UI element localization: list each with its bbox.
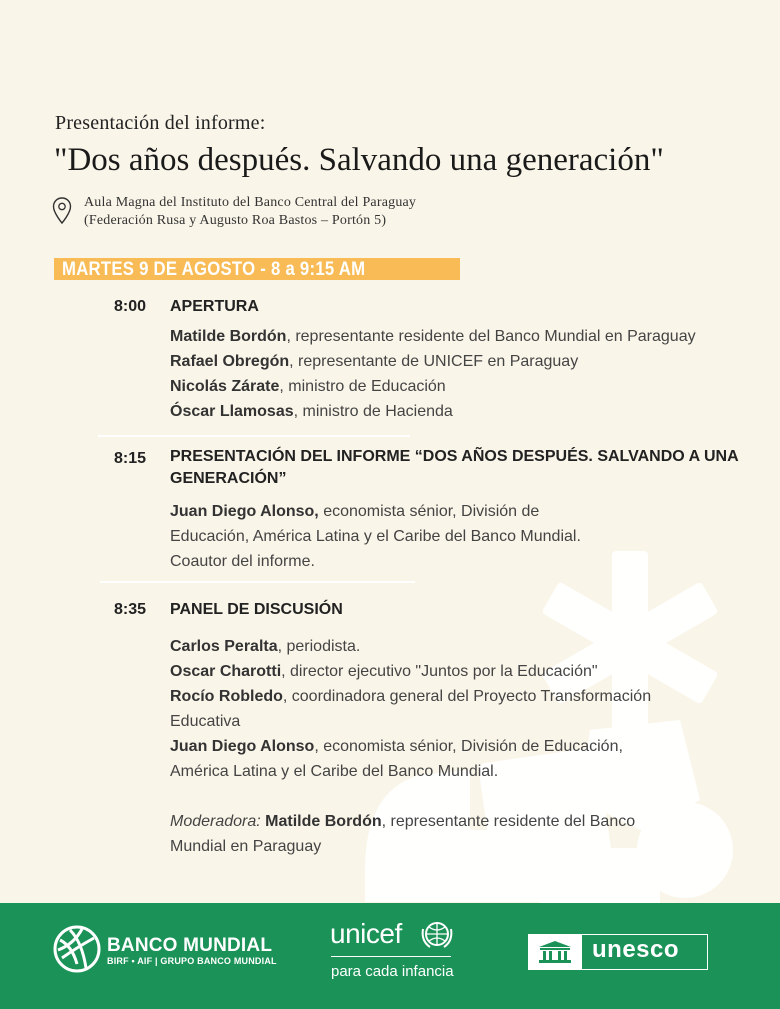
intro-label: Presentación del informe: — [55, 112, 266, 134]
speaker-line: Juan Diego Alonso, economista sénior, División de Educación, — [170, 738, 623, 755]
divider — [100, 581, 415, 583]
moderator-line-2: Mundial en Paraguay — [170, 838, 322, 855]
speaker-line: Rafael Obregón, representante de UNICEF en Paraguay — [170, 353, 579, 370]
unesco-temple-icon — [537, 940, 573, 964]
speaker-line: Rocío Robledo, coordinadora general del Proyecto Transformación — [170, 688, 652, 705]
venue-line-1: Aula Magna del Instituto del Banco Central del Paraguay — [84, 195, 417, 210]
session-2-heading-line-1: PRESENTACIÓN DEL INFORME “DOS AÑOS DESPUÉS. SALVANDO A UNA — [170, 448, 739, 465]
speaker-line: Óscar Llamosas, ministro de Hacienda — [170, 403, 453, 420]
world-bank-name: BANCO MUNDIAL — [107, 935, 273, 956]
session-3-heading: PANEL DE DISCUSIÓN — [170, 601, 343, 618]
session-3-speakers — [170, 634, 651, 859]
speaker-line: Carlos Peralta, periodista. — [170, 638, 361, 655]
spacer — [170, 784, 651, 809]
location-pin-icon — [52, 197, 72, 225]
unicef-rule — [331, 956, 451, 957]
world-bank-subtitle: BIRF • AIF | GRUPO BANCO MUNDIAL — [107, 956, 277, 966]
speaker-line: Juan Diego Alonso, economista sénior, División de — [170, 503, 540, 520]
speaker-line: Coautor del informe. — [170, 553, 315, 570]
speaker-line: Nicolás Zárate, ministro de Educación — [170, 378, 446, 395]
session-2-time: 8:15 — [114, 450, 147, 467]
page-title: "Dos años después. Salvando una generación" — [54, 142, 664, 178]
moderator-line: Moderadora: Matilde Bordón, representante residente del Banco — [170, 813, 636, 830]
unicef-tagline: para cada infancia — [331, 963, 454, 980]
speaker-line: Educativa — [170, 713, 241, 730]
date-bar — [54, 258, 460, 280]
speaker-line: Educación, América Latina y el Caribe del Banco Mundial. — [170, 528, 581, 545]
speaker-line: América Latina y el Caribe del Banco Mundial. — [170, 763, 499, 780]
world-bank-globe-icon — [52, 924, 102, 974]
divider — [98, 435, 410, 437]
venue-line-2: (Federación Rusa y Augusto Roa Bastos – Portón 5) — [84, 213, 387, 228]
unesco-name: unesco — [592, 936, 680, 963]
session-1-heading: APERTURA — [170, 298, 259, 315]
speaker-line: Matilde Bordón, representante residente del Banco Mundial en Paraguay — [170, 328, 696, 345]
venue-address — [84, 194, 416, 230]
unicef-name: unicef — [330, 918, 402, 949]
session-2-heading — [170, 446, 739, 490]
date-bar-text: MARTES 9 DE AGOSTO - 8 a 9:15 AM — [62, 259, 366, 280]
speaker-line: Oscar Charotti, director ejecutivo "Juntos por la Educación" — [170, 663, 598, 680]
session-1-time: 8:00 — [114, 298, 147, 315]
session-3-time: 8:35 — [114, 601, 147, 618]
session-1-speakers — [170, 324, 696, 424]
session-2-speakers — [170, 499, 581, 574]
unicef-emblem-icon — [420, 919, 454, 951]
session-2-heading-line-2: GENERACIÓN” — [170, 470, 287, 487]
